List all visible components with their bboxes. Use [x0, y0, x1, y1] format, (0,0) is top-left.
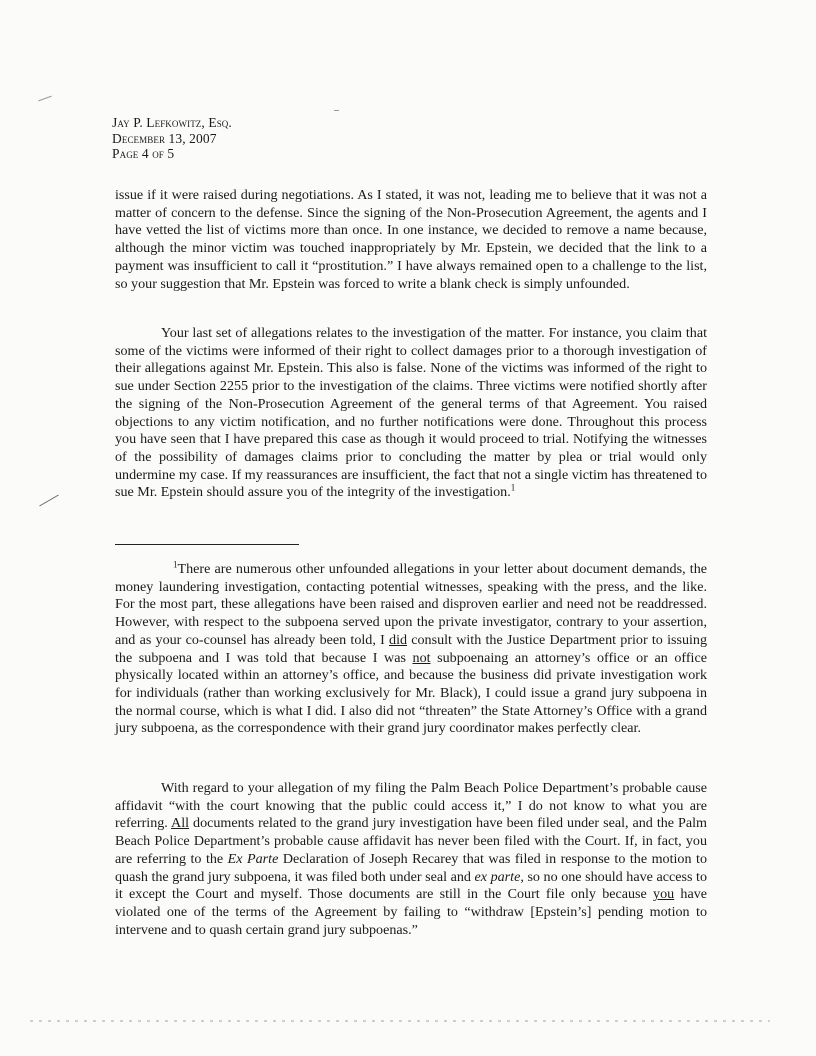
footnote-text-segment: consult with the Justice Department prior to issuing the subpoena and I was told that because I was: [115, 631, 708, 666]
scan-dotted-edge: [30, 1020, 770, 1022]
footnote-text-segment: documents related to the grand jury investigation have been filed under seal, and the Palm Beach Police Department’s probable cause affidavit has never been filed with the Court. If, in fact, you are referring to the: [115, 815, 707, 867]
scan-mark: [39, 495, 59, 507]
paragraph-text: [115, 325, 707, 502]
footnote-1-text: [115, 561, 707, 738]
italic-ex-parte-lower: ex parte: [474, 868, 521, 885]
body-paragraph-2: [115, 325, 707, 502]
underlined-not: not: [412, 649, 431, 666]
page-number: Page 4 of 5: [112, 146, 175, 162]
paragraph-text: issue if it were raised during negotiations. As I stated, it was not, leading me to believe that it was not a matter of concern to the defense. Since the signing of the Non-Prosecution Agreement, the agents and I have vetted the list of victims more than once. In one instance, we decided to remove a name because, although the minor victim was touched inappropriately by Mr. Epstein, we decided that the link to a payment was insufficient to call it “prostitution.” I have always remained open to a challenge to the list, so your suggestion that Mr. Epstein was forced to write a blank check is simply unfounded.: [115, 187, 707, 292]
footnote-text-segment: have violated one of the terms of the Agreement by failing to “withdraw [Epstein’s] pending motion to intervene and to quash certain grand jury subpoenas.”: [115, 886, 707, 938]
footnote-1: [115, 561, 707, 738]
italic-ex-parte: Ex Parte: [227, 850, 279, 867]
underlined-did: did: [389, 631, 408, 648]
footnote-text-segment: , so no one should have access to it except the Court and myself. Those documents are still in the Court file only because: [115, 868, 707, 903]
scan-mark: [334, 110, 339, 111]
recipient-name: Jay P. Lefkowitz, Esq.: [112, 115, 232, 130]
paragraph-2-text: Your last set of allegations relates to the investigation of the matter. For instance, you claim that some of the victims were informed of their right to collect damages prior to a thorough investigation of their allegations against Mr. Epstein. This also is false. None of the victims was informed of the right to sue under Section 2255 prior to the investigation of the claims. Three victims were notified shortly after the signing of the Non-Prosecution Agreement of the general terms of that Agreement. You raised objections to any victim notification, and no further notifications were done. Throughout this process you have seen that I have prepared this case as though it would proceed to trial. Notifying the witnesses of the possibility of damages claims prior to concluding the matter by plea or trial would only undermine my case. If my reassurances are insufficient, the fact that not a single victim has threatened to sue Mr. Epstein should assure you of the integrity of the investigation.: [115, 325, 707, 501]
footnote-text-segment: Declaration of Joseph Recarey that was filed in response to the motion to quash the grand jury subpoena, it was filed both under seal and: [115, 850, 707, 885]
footnote-text-segment: subpoenaing an attorney’s office or an office physically located within an attorney’s office, and because the business did private investigation work for individuals (rather than working exclusively for Mr. Black), I could issue a grand jury subpoena in the normal course, which is what I did. I also did not “threaten” the State Attorney’s Office with a grand jury subpoena, as the correspondence with their grand jury coordinator makes perfectly clear.: [115, 649, 707, 737]
footnote-continuation: [115, 780, 707, 939]
footnote-reference: 1: [510, 482, 516, 493]
body-paragraph-1: [115, 187, 707, 293]
scan-mark: [38, 96, 51, 102]
letter-header: [112, 115, 232, 162]
footnote-text-segment: With regard to your allegation of my filing the Palm Beach Police Department’s probable cause affidavit “with the court knowing that the public could access it,” I do not know to what you are referring.: [115, 780, 707, 832]
underlined-you: you: [653, 886, 675, 903]
footnote-divider: [115, 544, 299, 545]
underlined-all: All: [171, 815, 190, 832]
letter-date: December 13, 2007: [112, 130, 217, 146]
footnote-text-segment: There are numerous other unfounded allegations in your letter about document demands, the money laundering investigation, contacting potential witnesses, speaking with the press, and the like. For the most part, these allegations have been raised and disproven earlier and need not be readdressed. However, with respect to the subpoena served upon the private investigator, contrary to your assertion, and as your co-counsel has already been told, I: [115, 561, 707, 648]
footnote-marker: 1: [173, 559, 178, 570]
footnote-2-text: [115, 780, 707, 939]
